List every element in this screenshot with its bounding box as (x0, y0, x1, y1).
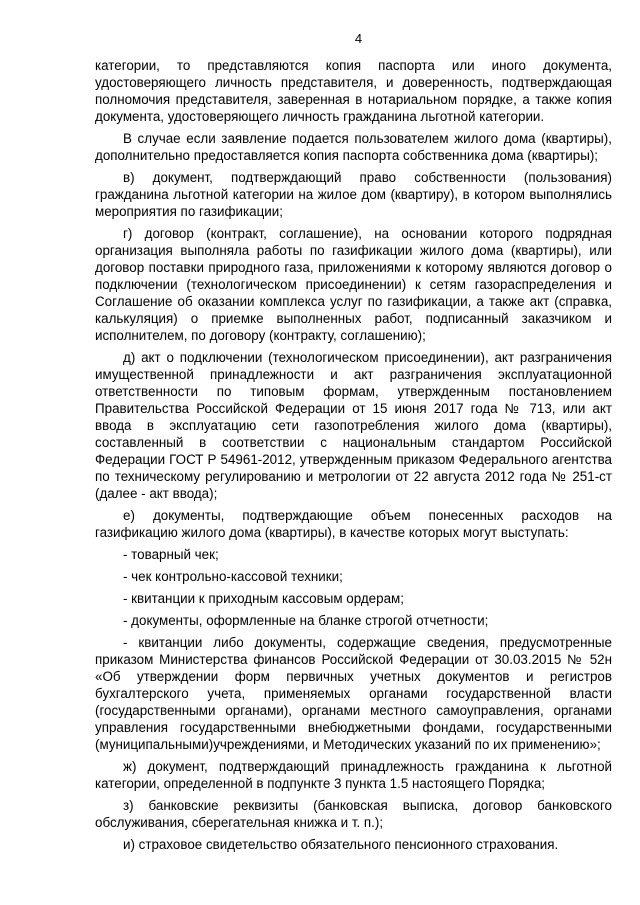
list-item-sales-receipt: - товарный чек; (123, 547, 219, 562)
paragraph-item-i: и) страховое свидетельство обязательного пенсионного страхования. (123, 837, 559, 852)
paragraph-item-v: в) документ, подтверждающий право собственности (пользования) гражданина льготной категории на жилое дом (квартиру), в котором выполнялись мероприятия по газификации; (95, 170, 612, 219)
paragraph-item-z: з) банковские реквизиты (банковская выписка, договор банковского обслуживания, сберегательная книжка и т. п.); (95, 798, 612, 830)
paragraph-item-d: д) акт о подключении (технологическом присоединении), акт разграничения имущественной принадлежности и акт разграничения эксплуатационной ответственности по типовым формам, утвержденным постановлением Правительства Российской Федерации от 15 июня 2017 года № 713, или акт ввода в эксплуатацию сети газопотребления жилого дома (квартиры), составленный в соответствии с национальным стандартом Российской Федерации ГОСТ Р 54961-2012, утвержденным приказом Федерального агентства по техническому регулированию и метрологии от 22 августа 2012 года № 251-ст (далее - акт ввода); (95, 350, 612, 501)
paragraph-representative-docs: категории, то представляются копия паспорта или иного документа, удостоверяющего личность представителя, и доверенность, подтверждающая полномочия представителя, заверенная в нотариальном порядке, а также копия документа, удостоверяющего личность гражданина льготной категории. (95, 58, 612, 124)
paragraph-house-user: В случае если заявление подается пользователем жилого дома (квартиры), дополнительно предоставляется копия паспорта собственника дома (квартиры); (95, 131, 612, 163)
page-number: 4 (354, 31, 363, 46)
paragraph-item-g: г) договор (контракт, соглашение), на основании которого подрядная организация выполняла работы по газификации жилого дома (квартиры), или договор поставки природного газа, приложениями к которому являются договор о подключении (технологическом присоединении) к сетям газораспределения и Соглашение об оказании комплекса услуг по газификации, а также акт (справка, калькуляция) о приемке выполненных работ, подписанный заказчиком и исполнителем, по договору (контракту, соглашению); (95, 226, 612, 343)
list-item-cash-order-receipts: - квитанции к приходным кассовым ордерам; (123, 591, 404, 606)
list-item-cash-register-receipt: - чек контрольно-кассовой техники; (123, 569, 343, 584)
list-item-ministry-order-receipts: - квитанции либо документы, содержащие сведения, предусмотренные приказом Министерства финансов Российской Федерации от 30.03.2015 № 52н «Об утверждении форм первичных учетных документов и регистров бухгалтерского учета, применяемых органами государственной власти (государственными органами), органами местного самоуправления, органами управления государственными внебюджетными фондами, государственными (муниципальными)учреждениями, и Методических указаний по их применению»; (95, 635, 612, 752)
list-item-strict-reporting-forms: - документы, оформленные на бланке строгой отчетности; (123, 613, 489, 628)
paragraph-item-e: е) документы, подтверждающие объем понесенных расходов на газификацию жилого дома (квартиры), в качестве которых могут выступать: (95, 508, 612, 540)
paragraph-item-zh: ж) документ, подтверждающий принадлежность гражданина к льготной категории, определенной в подпункте 3 пункта 1.5 настоящего Порядка; (95, 759, 612, 791)
